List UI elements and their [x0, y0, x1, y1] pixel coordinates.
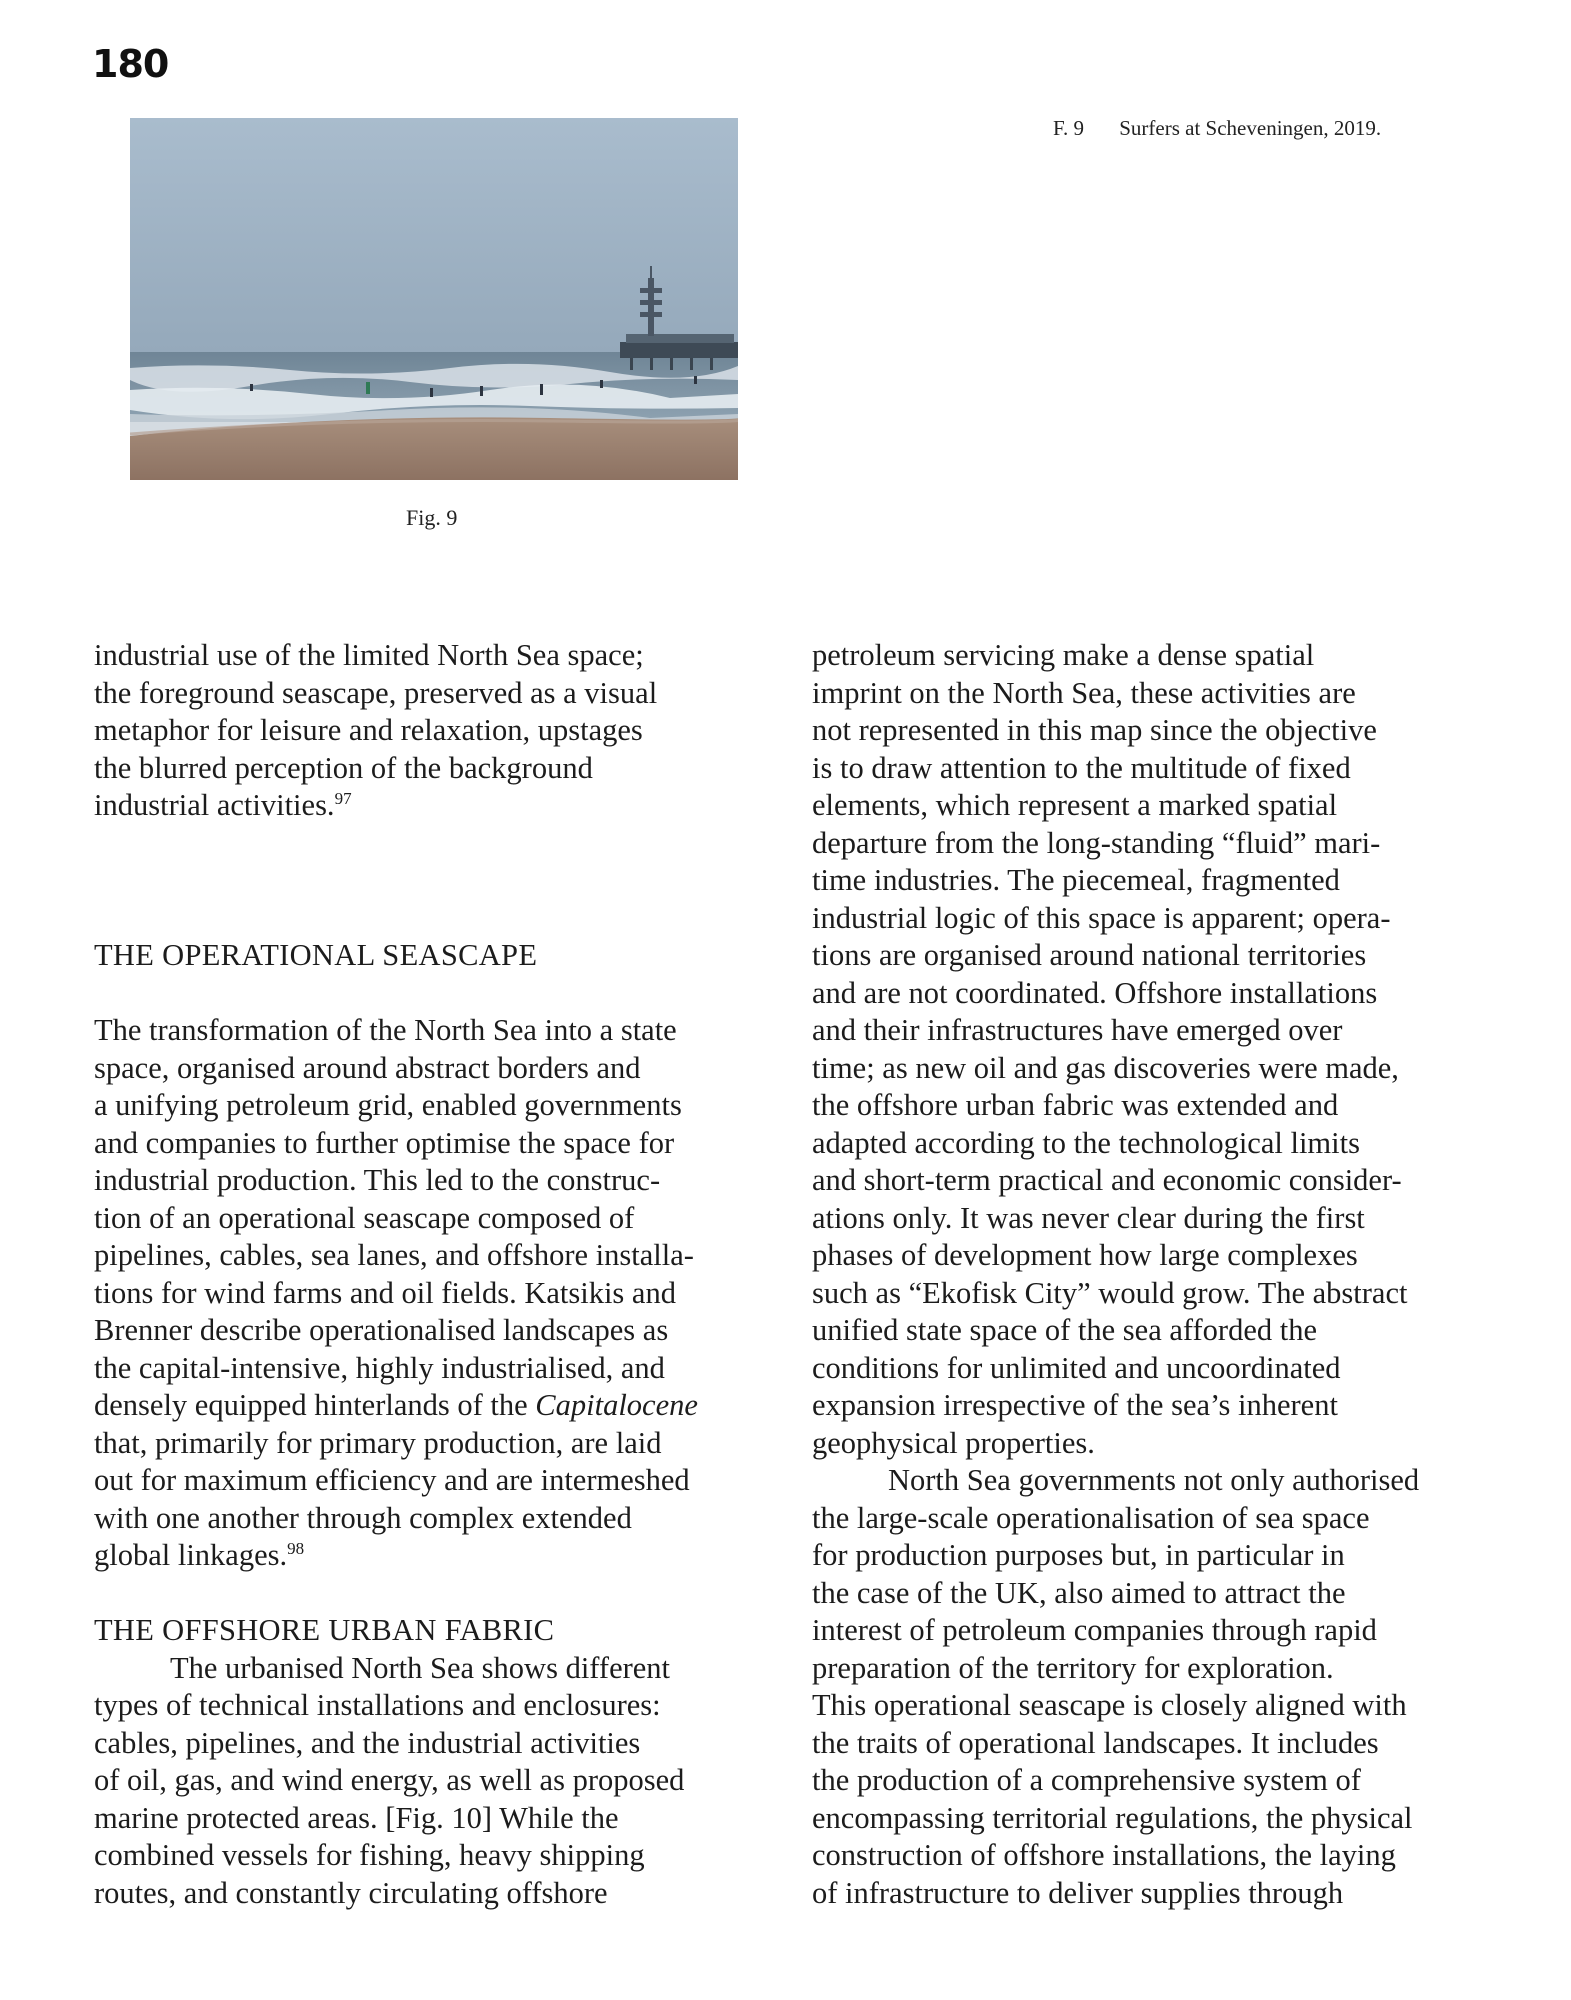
- right-column: [812, 637, 1512, 1912]
- body-line: encompassing territorial regulations, the physical: [812, 1800, 1413, 1835]
- body-line: is to draw attention to the multitude of fixed: [812, 750, 1351, 785]
- body-line: and are not coordinated. Offshore installations: [812, 975, 1378, 1010]
- figure-label: Fig. 9: [406, 505, 458, 530]
- body-line: and companies to further optimise the space for: [94, 1125, 675, 1160]
- caption-number: F. 9: [1053, 116, 1084, 140]
- body-line: North Sea governments not only authorised: [888, 1463, 1420, 1497]
- body-line: elements, which represent a marked spatial: [812, 788, 1338, 822]
- body-line: such as “Ekofisk City” would grow. The abstract: [812, 1275, 1408, 1310]
- body-line: the capital-intensive, highly industrialised, and: [94, 1350, 665, 1385]
- body-line: ations only. It was never clear during the first: [812, 1200, 1365, 1235]
- body-line: the offshore urban fabric was extended and: [812, 1088, 1339, 1122]
- body-line: the foreground seascape, preserved as a visual: [94, 675, 658, 710]
- body-line: of oil, gas, and wind energy, as well as proposed: [94, 1763, 685, 1797]
- body-line: industrial logic of this space is apparent; opera-: [812, 900, 1391, 935]
- body-text: industrial activities.: [94, 788, 335, 822]
- body-line: tions are organised around national territories: [812, 938, 1367, 972]
- body-line: preparation of the territory for exploration.: [812, 1650, 1334, 1685]
- body-line: metaphor for leisure and relaxation, upstages: [94, 713, 643, 747]
- body-line: [94, 1537, 794, 1575]
- body-line: tion of an operational seascape composed of: [94, 1200, 635, 1235]
- body-line: tions for wind farms and oil fields. Katsikis and: [94, 1275, 676, 1310]
- body-line: [94, 787, 794, 825]
- body-line: of infrastructure to deliver supplies through: [812, 1875, 1344, 1910]
- section-heading-operational: THE OPERATIONAL SEASCAPE: [94, 938, 538, 972]
- body-line: out for maximum efficiency and are intermeshed: [94, 1463, 690, 1497]
- body-line: the blurred perception of the background: [94, 750, 593, 785]
- body-line: expansion irrespective of the sea’s inherent: [812, 1388, 1338, 1422]
- body-line: unified state space of the sea afforded the: [812, 1313, 1318, 1347]
- body-line: phases of development how large complexes: [812, 1238, 1358, 1272]
- body-line: the production of a comprehensive system of: [812, 1763, 1361, 1797]
- body-line: industrial production. This led to the construc-: [94, 1163, 661, 1197]
- italic-term: Capitalocene: [535, 1388, 698, 1422]
- body-line: marine protected areas. [Fig. 10] While the: [94, 1800, 619, 1835]
- body-line: geophysical properties.: [812, 1425, 1095, 1460]
- body-text: global linkages.: [94, 1538, 288, 1572]
- body-line: for production purposes but, in particular in: [812, 1538, 1345, 1572]
- body-line: The urbanised North Sea shows different: [170, 1650, 671, 1685]
- footnote-ref-98: 98: [287, 1539, 305, 1558]
- figure-caption: [1053, 116, 1381, 141]
- body-line: Brenner describe operationalised landscapes as: [94, 1313, 669, 1347]
- body-line: construction of offshore installations, the laying: [812, 1838, 1396, 1872]
- left-column: [94, 637, 794, 1912]
- body-line: petroleum servicing make a dense spatial: [812, 638, 1315, 672]
- beach-pier-image: [130, 118, 738, 480]
- body-line: time industries. The piecemeal, fragmented: [812, 863, 1340, 897]
- body-line: departure from the long-standing “fluid” mari-: [812, 825, 1381, 860]
- body-line: industrial use of the limited North Sea space;: [94, 638, 644, 672]
- section-heading-urban-fabric: THE OFFSHORE URBAN FABRIC: [94, 1613, 555, 1647]
- body-line: the traits of operational landscapes. It includes: [812, 1725, 1379, 1760]
- body-line: time; as new oil and gas discoveries were made,: [812, 1050, 1399, 1085]
- caption-text: Surfers at Scheveningen, 2019.: [1119, 116, 1382, 140]
- body-line: This operational seascape is closely aligned with: [812, 1688, 1407, 1722]
- body-line: interest of petroleum companies through rapid: [812, 1613, 1377, 1647]
- body-line: a unifying petroleum grid, enabled governments: [94, 1088, 682, 1122]
- body-line: not represented in this map since the objective: [812, 713, 1377, 747]
- body-line: routes, and constantly circulating offshore: [94, 1875, 608, 1910]
- body-line: conditions for unlimited and uncoordinated: [812, 1350, 1341, 1385]
- body-line: adapted according to the technological limits: [812, 1125, 1360, 1160]
- body-text: densely equipped hinterlands of the: [94, 1388, 536, 1422]
- body-line: The transformation of the North Sea into a state: [94, 1013, 677, 1047]
- body-line: pipelines, cables, sea lanes, and offshore installa-: [94, 1238, 694, 1272]
- body-line: cables, pipelines, and the industrial activities: [94, 1725, 641, 1760]
- page-number: 180: [92, 42, 169, 86]
- body-line: and their infrastructures have emerged over: [812, 1013, 1343, 1047]
- body-line: the large-scale operationalisation of sea space: [812, 1500, 1370, 1535]
- body-line: combined vessels for fishing, heavy shipping: [94, 1838, 645, 1872]
- body-line: and short-term practical and economic consider-: [812, 1163, 1402, 1197]
- body-line: [94, 1387, 794, 1425]
- footnote-ref-97: 97: [334, 789, 352, 808]
- body-line: imprint on the North Sea, these activities are: [812, 675, 1356, 710]
- body-line: the case of the UK, also aimed to attract the: [812, 1575, 1346, 1610]
- body-line: space, organised around abstract borders and: [94, 1050, 641, 1085]
- body-line: types of technical installations and enclosures:: [94, 1688, 661, 1722]
- surfers-photo: [130, 118, 738, 480]
- body-line: that, primarily for primary production, are laid: [94, 1425, 662, 1460]
- body-line: with one another through complex extended: [94, 1500, 632, 1535]
